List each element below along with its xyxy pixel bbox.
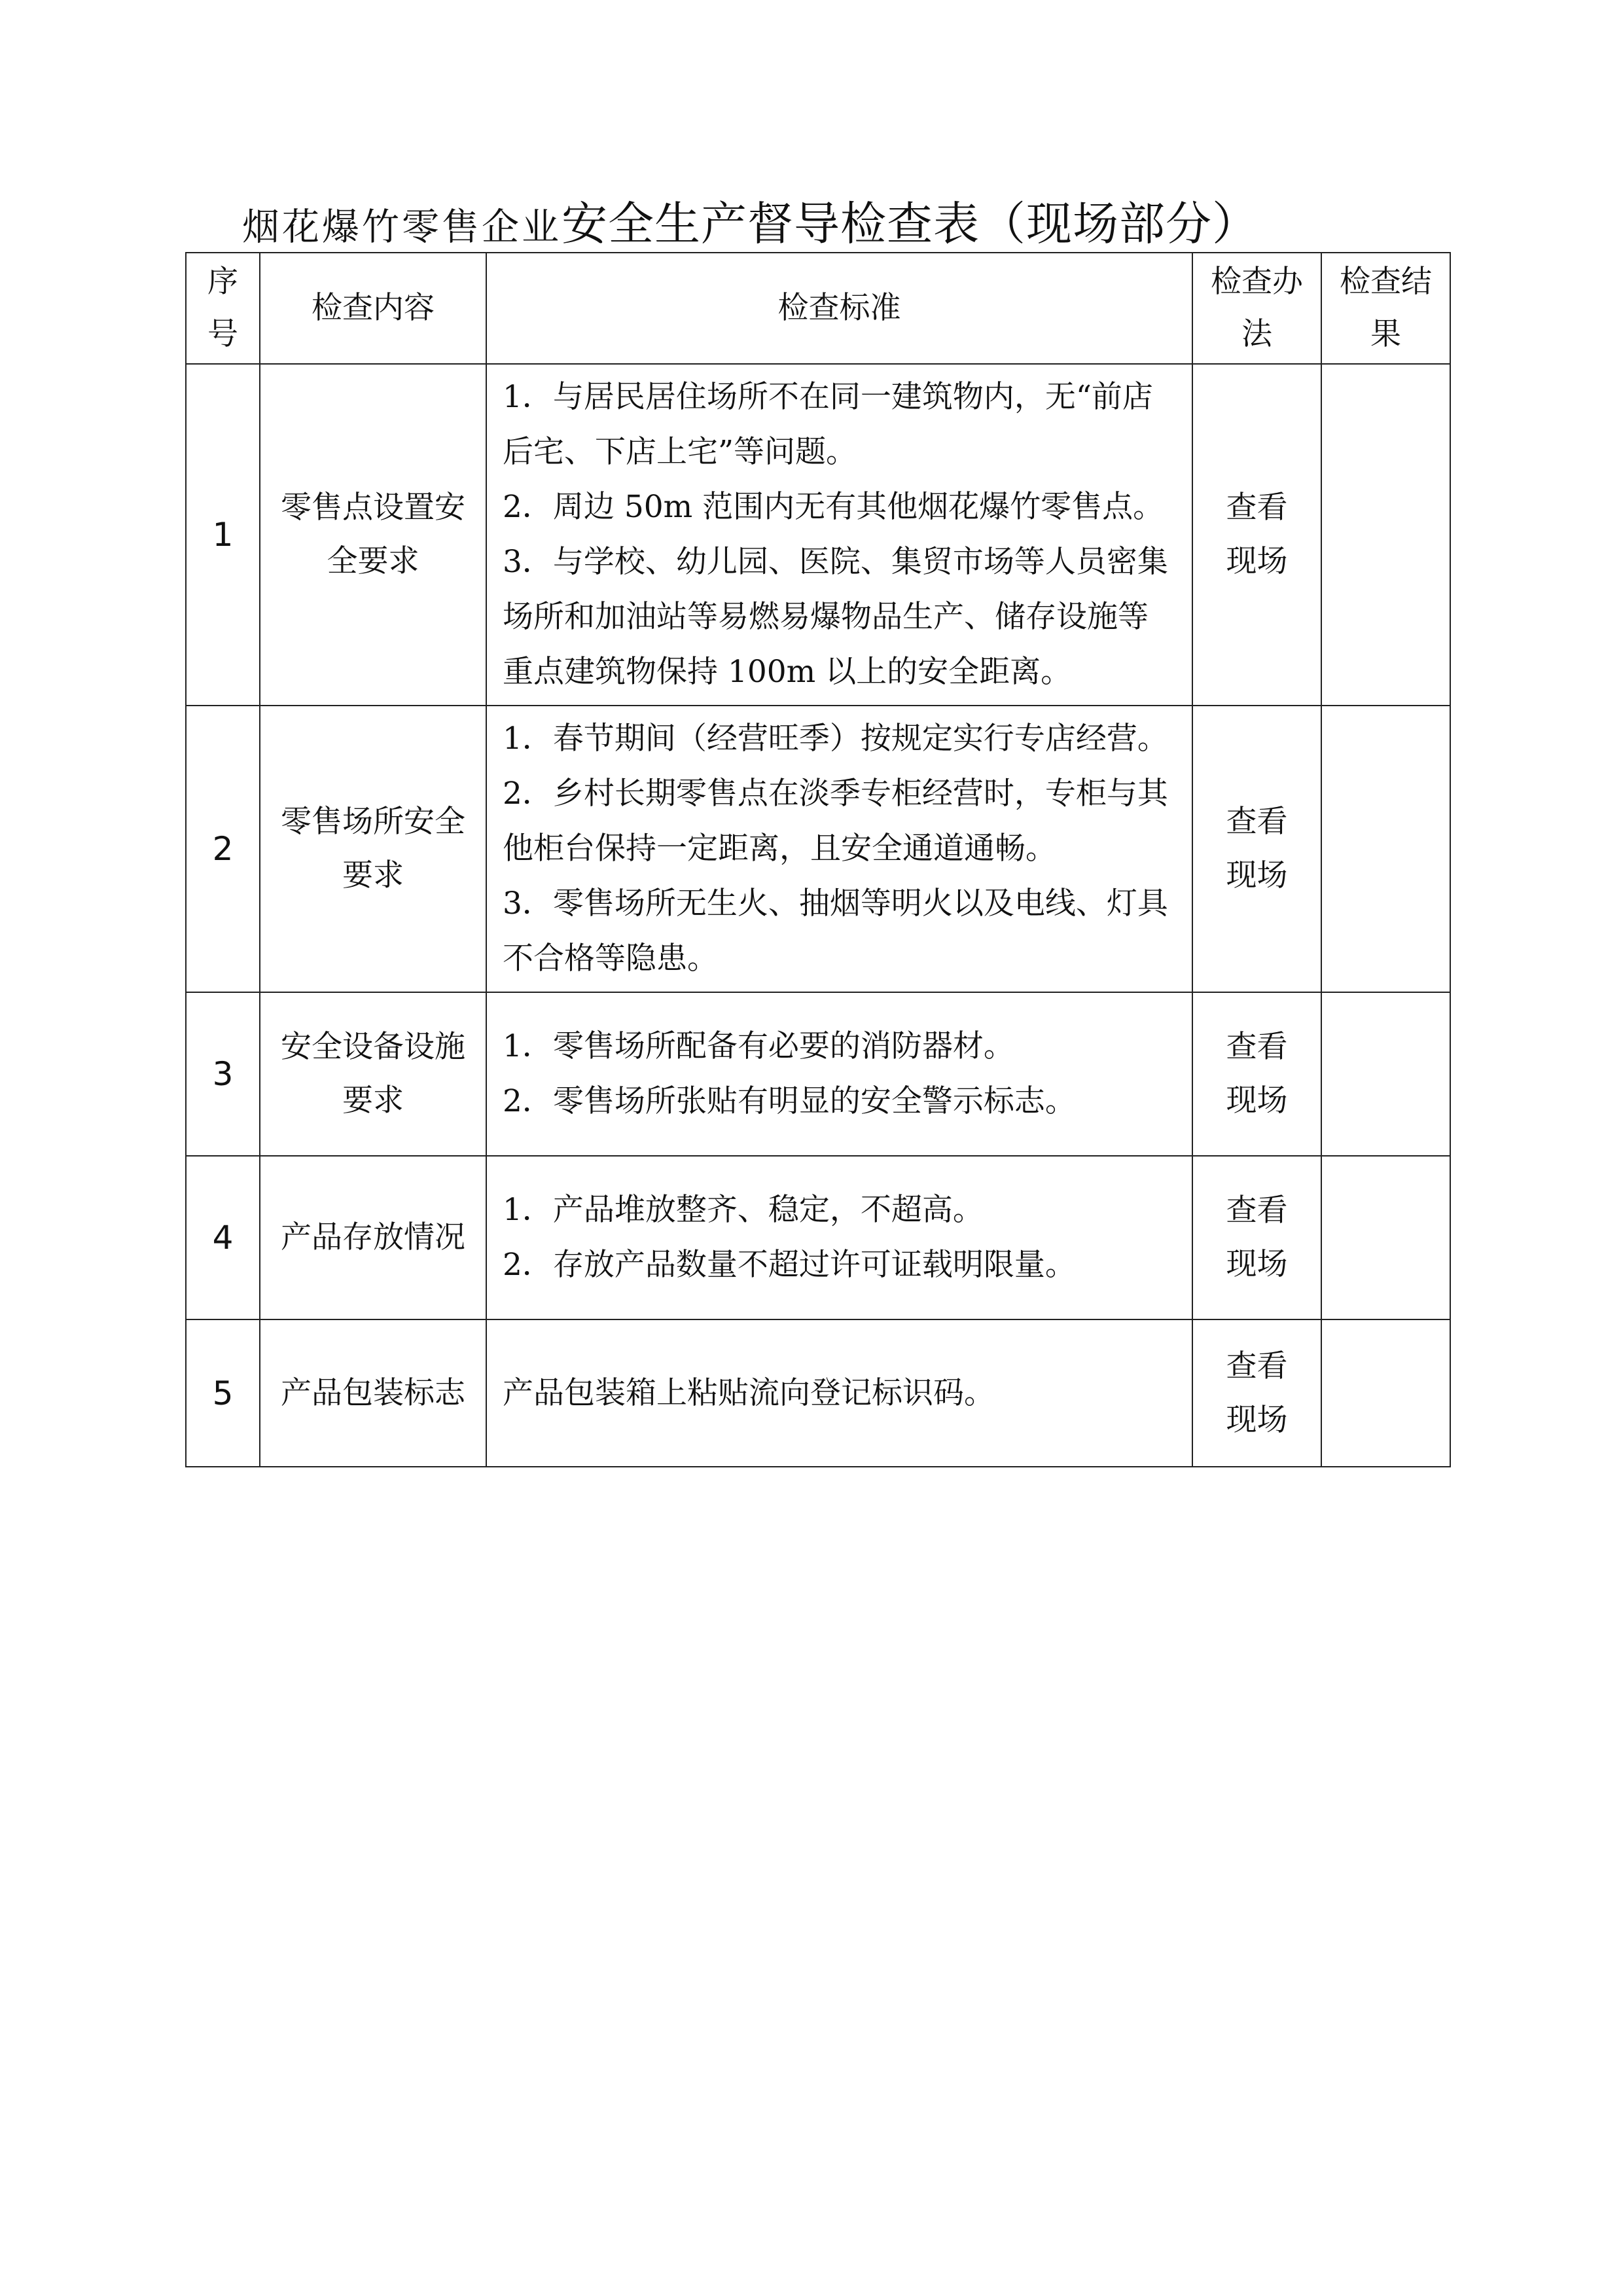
row-method: 查看现场 [1192,1319,1321,1467]
table-row [186,992,1450,1156]
table-row [186,1156,1450,1319]
row-method: 查看现场 [1192,1156,1321,1319]
header-method: 检查办法 [1192,253,1321,364]
standard-item: 1．产品堆放整齐、稳定，不超高。 [503,1192,984,1228]
standard-item: 3．与学校、幼儿园、医院、集贸市场等人员密集场所和加油站等易燃易爆物品生产、储存设施等重点建筑物保持 100m 以上的安全距离。 [503,544,1168,690]
row-method: 查看现场 [1192,706,1321,992]
row-index: 2 [186,706,260,992]
standard-item: 2．乡村长期零售点在淡季专柜经营时，专柜与其他柜台保持一定距离，且安全通道通畅。 [503,776,1168,867]
row-index: 3 [186,992,260,1156]
row-result [1321,1319,1450,1467]
row-index: 1 [186,364,260,706]
row-standard [486,1156,1192,1319]
header-index: 序号 [186,253,260,364]
header-content: 检查内容 [260,253,486,364]
row-content: 零售点设置安全要求 [260,364,486,706]
standard-item: 2．存放产品数量不超过许可证载明限量。 [503,1247,1076,1283]
row-content: 零售场所安全要求 [260,706,486,992]
row-standard [486,706,1192,992]
header-standard: 检查标准 [486,253,1192,364]
table-header-row [186,253,1450,364]
row-index: 4 [186,1156,260,1319]
standard-item: 2．零售场所张贴有明显的安全警示标志。 [503,1083,1076,1119]
table-row [186,364,1450,706]
row-method: 查看现场 [1192,992,1321,1156]
title-main: 安全生产督导检查表（现场部分） [562,197,1258,251]
standard-item: 1．春节期间（经营旺季）按规定实行专店经营。 [503,721,1168,757]
row-result [1321,1156,1450,1319]
row-method: 查看现场 [1192,364,1321,706]
row-content: 产品存放情况 [260,1156,486,1319]
standard-item: 1．零售场所配备有必要的消防器材。 [503,1028,1014,1064]
row-standard [486,364,1192,706]
header-result: 检查结果 [1321,253,1450,364]
page-title [242,191,1355,257]
inspection-table [185,252,1451,1467]
table-row [186,706,1450,992]
row-content: 安全设备设施要求 [260,992,486,1156]
row-result [1321,364,1450,706]
title-prefix: 烟花爆竹零售企业 [242,206,562,249]
row-result [1321,706,1450,992]
standard-item: 产品包装箱上粘贴流向登记标识码。 [503,1374,995,1411]
row-standard [486,1319,1192,1467]
standard-item: 1．与居民居住场所不在同一建筑物内，无“前店后宅、下店上宅”等问题。 [503,379,1153,470]
row-result [1321,992,1450,1156]
standard-item: 2．周边 50m 范围内无有其他烟花爆竹零售点。 [503,489,1164,525]
standard-item: 3．零售场所无生火、抽烟等明火以及电线、灯具不合格等隐患。 [503,886,1168,977]
table-row [186,1319,1450,1467]
row-standard [486,992,1192,1156]
row-index: 5 [186,1319,260,1467]
row-content: 产品包装标志 [260,1319,486,1467]
